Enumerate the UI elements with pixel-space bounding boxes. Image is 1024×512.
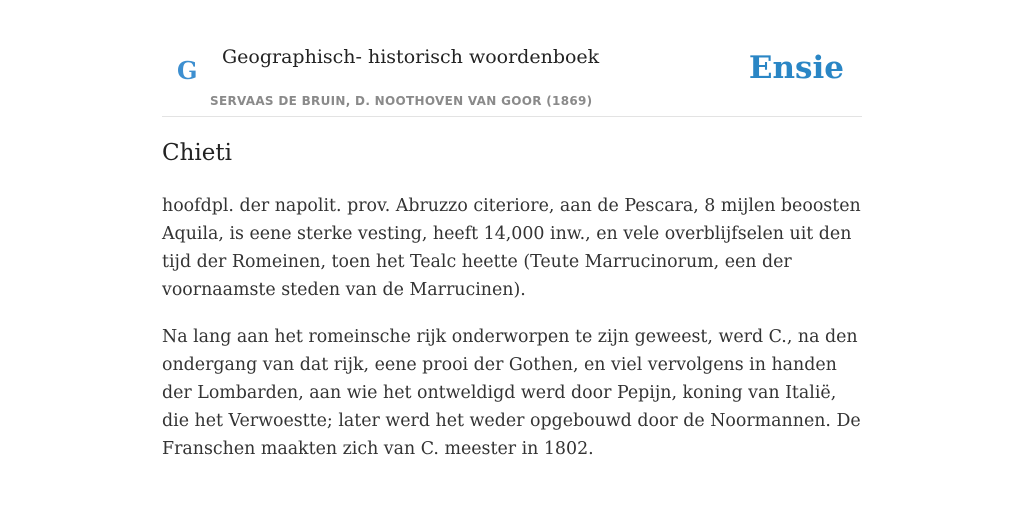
entry-paragraph: Na lang aan het romeinsche rijk onderworpen te zijn geweest, werd C., na den ondergang van dat rijk, eene prooi der Gothen, en viel vervolgens in handen der Lombarden, aan wie het ontweldigd werd door Pepijn, koning van Italië, die het Verwoestte; later werd het weder opgebouwd door de Noormannen. De Franschen maakten zich van C. meester in 1802.	[162, 327, 861, 459]
entry-paragraph: hoofdpl. der napolit. prov. Abruzzo citeriore, aan de Pescara, 8 mijlen beoosten Aquila, is eene sterke vesting, heeft 14,000 inw., en vele overblijfselen uit den tijd der Romeinen, toen het Tealc heette (Teute Marrucinorum, een der voornaamste steden van de Marrucinen).	[162, 196, 861, 300]
book-authors: SERVAAS DE BRUIN, D. NOOTHOVEN VAN GOOR (1869)	[210, 94, 593, 108]
entry-title: Chieti	[162, 140, 232, 166]
brand-logo[interactable]: Ensie	[748, 50, 844, 86]
entry-body	[162, 192, 862, 482]
header	[162, 36, 862, 117]
book-title[interactable]: Geographisch- historisch woordenboek	[222, 46, 600, 68]
book-logo-icon[interactable]: G	[177, 56, 198, 85]
